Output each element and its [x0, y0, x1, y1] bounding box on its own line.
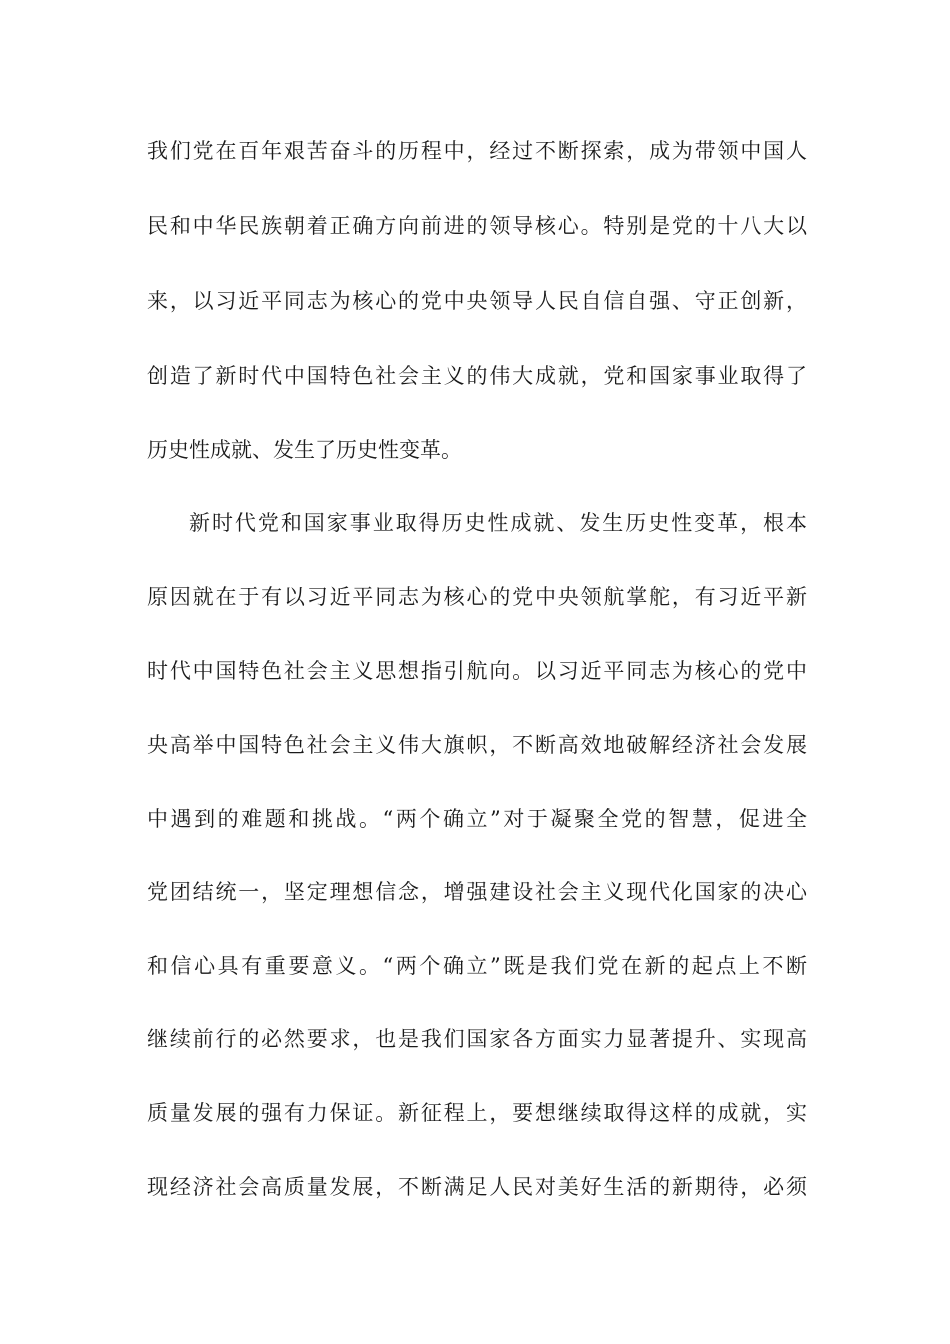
text-line: 时代中国特色社会主义思想指引航向。以习近平同志为核心的党中 [147, 659, 807, 683]
text-line: 新时代党和国家事业取得历史性成就、发生历史性变革，根本 [189, 511, 807, 535]
text-line: 继续前行的必然要求，也是我们国家各方面实力显著提升、实现高 [147, 1027, 807, 1051]
text-line: 现经济社会高质量发展，不断满足人民对美好生活的新期待，必须 [147, 1175, 807, 1199]
text-line: 中遇到的难题和挑战。“两个确立”对于凝聚全党的智慧，促进全 [147, 807, 807, 831]
text-line: 来，以习近平同志为核心的党中央领导人民自信自强、守正创新， [147, 289, 807, 313]
text-line: 党团结统一，坚定理想信念，增强建设社会主义现代化国家的决心 [147, 880, 807, 904]
text-line: 创造了新时代中国特色社会主义的伟大成就，党和国家事业取得了 [147, 364, 807, 388]
text-line: 央高举中国特色社会主义伟大旗帜，不断高效地破解经济社会发展 [147, 733, 807, 757]
text-line: 质量发展的强有力保证。新征程上，要想继续取得这样的成就，实 [147, 1101, 807, 1125]
text-line: 我们党在百年艰苦奋斗的历程中，经过不断探索，成为带领中国人 [147, 139, 807, 163]
text-line: 民和中华民族朝着正确方向前进的领导核心。特别是党的十八大以 [147, 214, 807, 238]
text-line: 和信心具有重要意义。“两个确立”既是我们党在新的起点上不断 [147, 954, 807, 978]
text-line: 历史性成就、发生了历史性变革。 [147, 438, 462, 462]
text-line: 原因就在于有以习近平同志为核心的党中央领航掌舵，有习近平新 [147, 585, 807, 609]
